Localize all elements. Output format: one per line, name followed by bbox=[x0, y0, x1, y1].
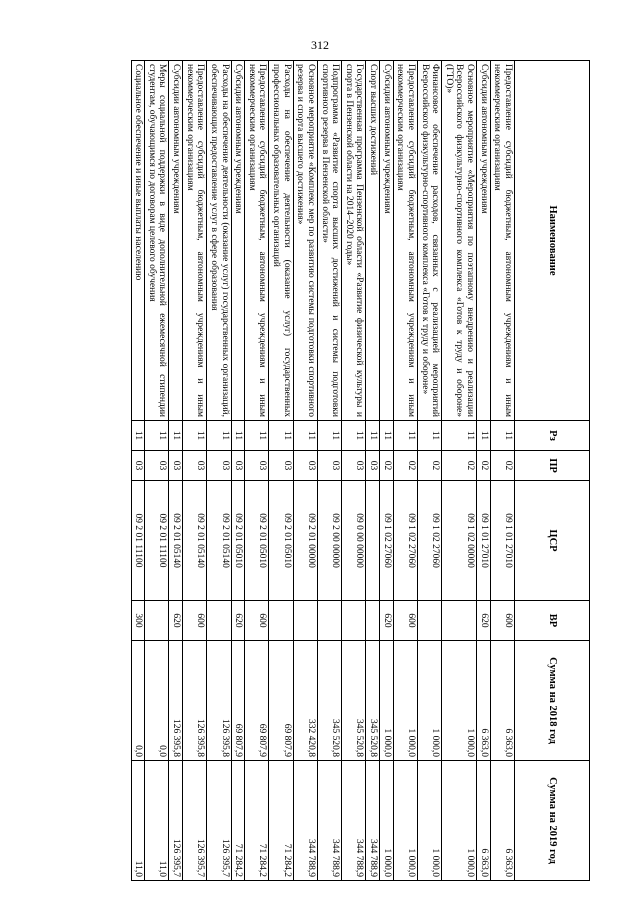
table-cell-sum-2018: 126 395,8 bbox=[183, 641, 207, 761]
table-cell-name: Предоставление субсидий бюджетным, автономным учреждениям и иным некоммерческим организациям bbox=[183, 61, 207, 421]
header-rz: Рз bbox=[515, 421, 590, 451]
table-cell-vr bbox=[342, 601, 366, 641]
table-cell-name: Субсидии автономным учреждениям bbox=[477, 61, 491, 421]
table-cell-vr bbox=[145, 601, 169, 641]
table-cell-csr: 09 1 01 27010 bbox=[490, 481, 514, 601]
header-name: Наименование bbox=[515, 61, 590, 421]
table-cell-pr: 03 bbox=[231, 451, 245, 481]
table-cell-sum-2019: 344 788,9 bbox=[366, 761, 380, 881]
table-cell-csr: 09 2 01 05140 bbox=[183, 481, 207, 601]
budget-table bbox=[131, 60, 590, 881]
table-cell-sum-2019: 71 284,2 bbox=[245, 761, 269, 881]
table-cell-sum-2019: 1 000,0 bbox=[380, 761, 394, 881]
table-cell-sum-2018: 126 395,8 bbox=[169, 641, 183, 761]
page-number: 312 bbox=[311, 38, 329, 52]
table-cell-sum-2019: 1 000,0 bbox=[418, 761, 442, 881]
table-cell-pr: 02 bbox=[477, 451, 491, 481]
header-pr: ПР bbox=[515, 451, 590, 481]
rotated-table-container bbox=[60, 60, 590, 880]
table-cell-sum-2019: 71 284,2 bbox=[231, 761, 245, 881]
table-cell-rz: 11 bbox=[269, 421, 293, 451]
table-cell-sum-2018: 69 807,9 bbox=[245, 641, 269, 761]
table-cell-sum-2018: 126 395,8 bbox=[207, 641, 231, 761]
table-cell-name: Финансовое обеспечение расходов, связанных с реализацией мероприятий Всероссийского физкультурно-спортивного комплекса «Готов к труду и обороне» bbox=[418, 61, 442, 421]
table-cell-pr: 02 bbox=[490, 451, 514, 481]
table-cell-name: Предоставление субсидий бюджетным, автономным учреждениям и иным некоммерческим организациям bbox=[245, 61, 269, 421]
table-cell-name: Расходы на обеспечение деятельности (оказание услуг) государственных профессиональных образовательных организаций bbox=[269, 61, 293, 421]
table-cell-rz: 11 bbox=[293, 421, 317, 451]
table-cell-rz: 11 bbox=[207, 421, 231, 451]
table-row bbox=[318, 61, 342, 881]
table-cell-sum-2019: 126 395,7 bbox=[169, 761, 183, 881]
table-row bbox=[183, 61, 207, 881]
table-cell-csr: 09 0 00 00000 bbox=[342, 481, 366, 601]
table-cell-rz: 11 bbox=[231, 421, 245, 451]
table-cell-csr: 09 2 01 05010 bbox=[231, 481, 245, 601]
table-cell-sum-2018: 1 000,0 bbox=[380, 641, 394, 761]
table-cell-vr bbox=[366, 601, 380, 641]
table-cell-name: Предоставление субсидий бюджетным, автономным учреждениям и иным некоммерческим организациям bbox=[393, 61, 417, 421]
table-cell-vr bbox=[418, 601, 442, 641]
table-cell-sum-2019: 344 788,9 bbox=[318, 761, 342, 881]
table-cell-name: Субсидии автономным учреждениям bbox=[380, 61, 394, 421]
table-cell-csr: 09 2 01 05010 bbox=[269, 481, 293, 601]
table-cell-pr: 03 bbox=[145, 451, 169, 481]
table-row bbox=[477, 61, 491, 881]
table-row bbox=[442, 61, 477, 881]
table-cell-sum-2018: 6 363,0 bbox=[477, 641, 491, 761]
table-cell-sum-2018: 1 000,0 bbox=[418, 641, 442, 761]
table-cell-csr: 09 2 01 05140 bbox=[207, 481, 231, 601]
table-cell-sum-2019: 6 363,0 bbox=[477, 761, 491, 881]
table-cell-pr: 03 bbox=[207, 451, 231, 481]
table-row bbox=[269, 61, 293, 881]
table-cell-pr: 02 bbox=[393, 451, 417, 481]
table-cell-vr bbox=[269, 601, 293, 641]
table-row bbox=[380, 61, 394, 881]
table-cell-sum-2018: 0,0 bbox=[145, 641, 169, 761]
table-cell-pr: 03 bbox=[342, 451, 366, 481]
table-cell-csr: 09 2 01 05010 bbox=[245, 481, 269, 601]
table-row bbox=[342, 61, 366, 881]
table-header-row bbox=[515, 61, 590, 881]
table-cell-sum-2018: 69 807,9 bbox=[269, 641, 293, 761]
table-cell-csr: 09 1 02 27060 bbox=[393, 481, 417, 601]
table-cell-sum-2019: 6 363,0 bbox=[490, 761, 514, 881]
table-cell-name: Государственная программа Пензенской области «Развитие физической культуры и спорта в Пензенской области на 2014–2020 годы» bbox=[342, 61, 366, 421]
table-row bbox=[293, 61, 317, 881]
table-cell-csr: 09 1 01 27010 bbox=[477, 481, 491, 601]
table-cell-name: Расходы на обеспечение деятельности (оказание услуг) государственных организаций, обеспечивающих предоставление услуг в сфере образования bbox=[207, 61, 231, 421]
table-cell-rz: 11 bbox=[366, 421, 380, 451]
table-cell-pr: 03 bbox=[366, 451, 380, 481]
table-cell-rz: 11 bbox=[245, 421, 269, 451]
table-cell-pr: 03 bbox=[293, 451, 317, 481]
table-row bbox=[231, 61, 245, 881]
table-cell-name: Основное мероприятие «Комплекс мер по развитию системы подготовки спортивного резерва и спорта высшего достижения» bbox=[293, 61, 317, 421]
table-cell-pr: 02 bbox=[442, 451, 477, 481]
header-csr: ЦСР bbox=[515, 481, 590, 601]
table-cell-rz: 11 bbox=[477, 421, 491, 451]
table-cell-vr: 620 bbox=[231, 601, 245, 641]
table-cell-sum-2019: 344 788,9 bbox=[342, 761, 366, 881]
table-cell-csr: 09 2 01 05140 bbox=[169, 481, 183, 601]
table-cell-name: Основное мероприятие «Мероприятия по поэтапному внедрению и реализации Всероссийского физкультурно-спортивного комплекса «Готов к труду и обороне» (ГТО)» bbox=[442, 61, 477, 421]
table-cell-vr: 600 bbox=[245, 601, 269, 641]
table-cell-sum-2019: 126 395,7 bbox=[207, 761, 231, 881]
table-cell-sum-2018: 69 807,9 bbox=[231, 641, 245, 761]
header-vr: ВР bbox=[515, 601, 590, 641]
table-cell-csr: 09 1 02 27060 bbox=[380, 481, 394, 601]
table-cell-vr bbox=[442, 601, 477, 641]
table-cell-sum-2019: 1 000,0 bbox=[442, 761, 477, 881]
table-row bbox=[245, 61, 269, 881]
header-sum-2018: Сумма на 2018 год bbox=[515, 641, 590, 761]
table-cell-sum-2018: 332 420,8 bbox=[293, 641, 317, 761]
table-cell-pr: 03 bbox=[318, 451, 342, 481]
table-cell-sum-2019: 11,0 bbox=[145, 761, 169, 881]
table-cell-csr: 09 1 02 27060 bbox=[418, 481, 442, 601]
table-cell-pr: 03 bbox=[245, 451, 269, 481]
table-cell-pr: 02 bbox=[380, 451, 394, 481]
table-row bbox=[366, 61, 380, 881]
table-cell-name: Социальное обеспечение и иные выплаты населению bbox=[131, 61, 145, 421]
table-row bbox=[393, 61, 417, 881]
table-cell-rz: 11 bbox=[318, 421, 342, 451]
table-row bbox=[145, 61, 169, 881]
table-cell-pr: 03 bbox=[131, 451, 145, 481]
table-cell-rz: 11 bbox=[418, 421, 442, 451]
table-cell-rz: 11 bbox=[342, 421, 366, 451]
table-row bbox=[490, 61, 514, 881]
table-cell-sum-2018: 0,0 bbox=[131, 641, 145, 761]
table-cell-vr bbox=[318, 601, 342, 641]
table-cell-rz: 11 bbox=[442, 421, 477, 451]
table-cell-vr bbox=[207, 601, 231, 641]
table-cell-name: Подпрограмма «Развитие спорта высших достижений и системы подготовки спортивного резерва в Пензенской области» bbox=[318, 61, 342, 421]
table-cell-rz: 11 bbox=[380, 421, 394, 451]
table-cell-csr: 09 1 02 00000 bbox=[442, 481, 477, 601]
table-cell-csr: 09 2 01 11100 bbox=[145, 481, 169, 601]
table-cell-sum-2018: 1 000,0 bbox=[393, 641, 417, 761]
table-cell-sum-2019: 344 788,9 bbox=[293, 761, 317, 881]
table-cell-rz: 11 bbox=[183, 421, 207, 451]
table-cell-sum-2019: 126 395,7 bbox=[183, 761, 207, 881]
table-cell-name: Меры социальной поддержки в виде дополнительной ежемесячной стипендии студентам, обучающимся по договорам целевого обучения bbox=[145, 61, 169, 421]
table-cell-vr: 620 bbox=[380, 601, 394, 641]
table-cell-sum-2019: 71 284,2 bbox=[269, 761, 293, 881]
table-cell-pr: 03 bbox=[169, 451, 183, 481]
table-cell-rz: 11 bbox=[490, 421, 514, 451]
table-cell-sum-2019: 1 000,0 bbox=[393, 761, 417, 881]
table-cell-vr bbox=[293, 601, 317, 641]
table-cell-sum-2018: 6 363,0 bbox=[490, 641, 514, 761]
table-cell-vr: 600 bbox=[393, 601, 417, 641]
table-cell-sum-2018: 345 520,8 bbox=[342, 641, 366, 761]
table-cell-name: Субсидии автономным учреждениям bbox=[231, 61, 245, 421]
table-cell-pr: 03 bbox=[183, 451, 207, 481]
table-row bbox=[169, 61, 183, 881]
table-cell-csr: 09 2 00 00000 bbox=[318, 481, 342, 601]
table-cell-csr: 09 2 01 00000 bbox=[293, 481, 317, 601]
table-cell-sum-2018: 345 520,8 bbox=[366, 641, 380, 761]
table-cell-sum-2018: 1 000,0 bbox=[442, 641, 477, 761]
table-cell-rz: 11 bbox=[145, 421, 169, 451]
table-cell-csr bbox=[366, 481, 380, 601]
table-cell-rz: 11 bbox=[169, 421, 183, 451]
table-row bbox=[207, 61, 231, 881]
table-cell-csr: 09 2 01 11100 bbox=[131, 481, 145, 601]
table-cell-vr: 600 bbox=[490, 601, 514, 641]
table-cell-vr: 620 bbox=[477, 601, 491, 641]
table-cell-rz: 11 bbox=[393, 421, 417, 451]
table-cell-vr: 620 bbox=[169, 601, 183, 641]
table-cell-name: Субсидии автономным учреждениям bbox=[169, 61, 183, 421]
table-row bbox=[131, 61, 145, 881]
table-cell-sum-2019: 11,0 bbox=[131, 761, 145, 881]
table-cell-rz: 11 bbox=[131, 421, 145, 451]
table-cell-sum-2018: 345 520,8 bbox=[318, 641, 342, 761]
table-cell-name: Спорт высших достижений bbox=[366, 61, 380, 421]
header-sum-2019: Сумма на 2019 год bbox=[515, 761, 590, 881]
table-cell-pr: 02 bbox=[418, 451, 442, 481]
table-cell-name: Предоставление субсидий бюджетным, автономным учреждениям и иным некоммерческим организациям bbox=[490, 61, 514, 421]
table-row bbox=[418, 61, 442, 881]
table-cell-pr: 03 bbox=[269, 451, 293, 481]
table-cell-vr: 600 bbox=[183, 601, 207, 641]
table-cell-vr: 300 bbox=[131, 601, 145, 641]
